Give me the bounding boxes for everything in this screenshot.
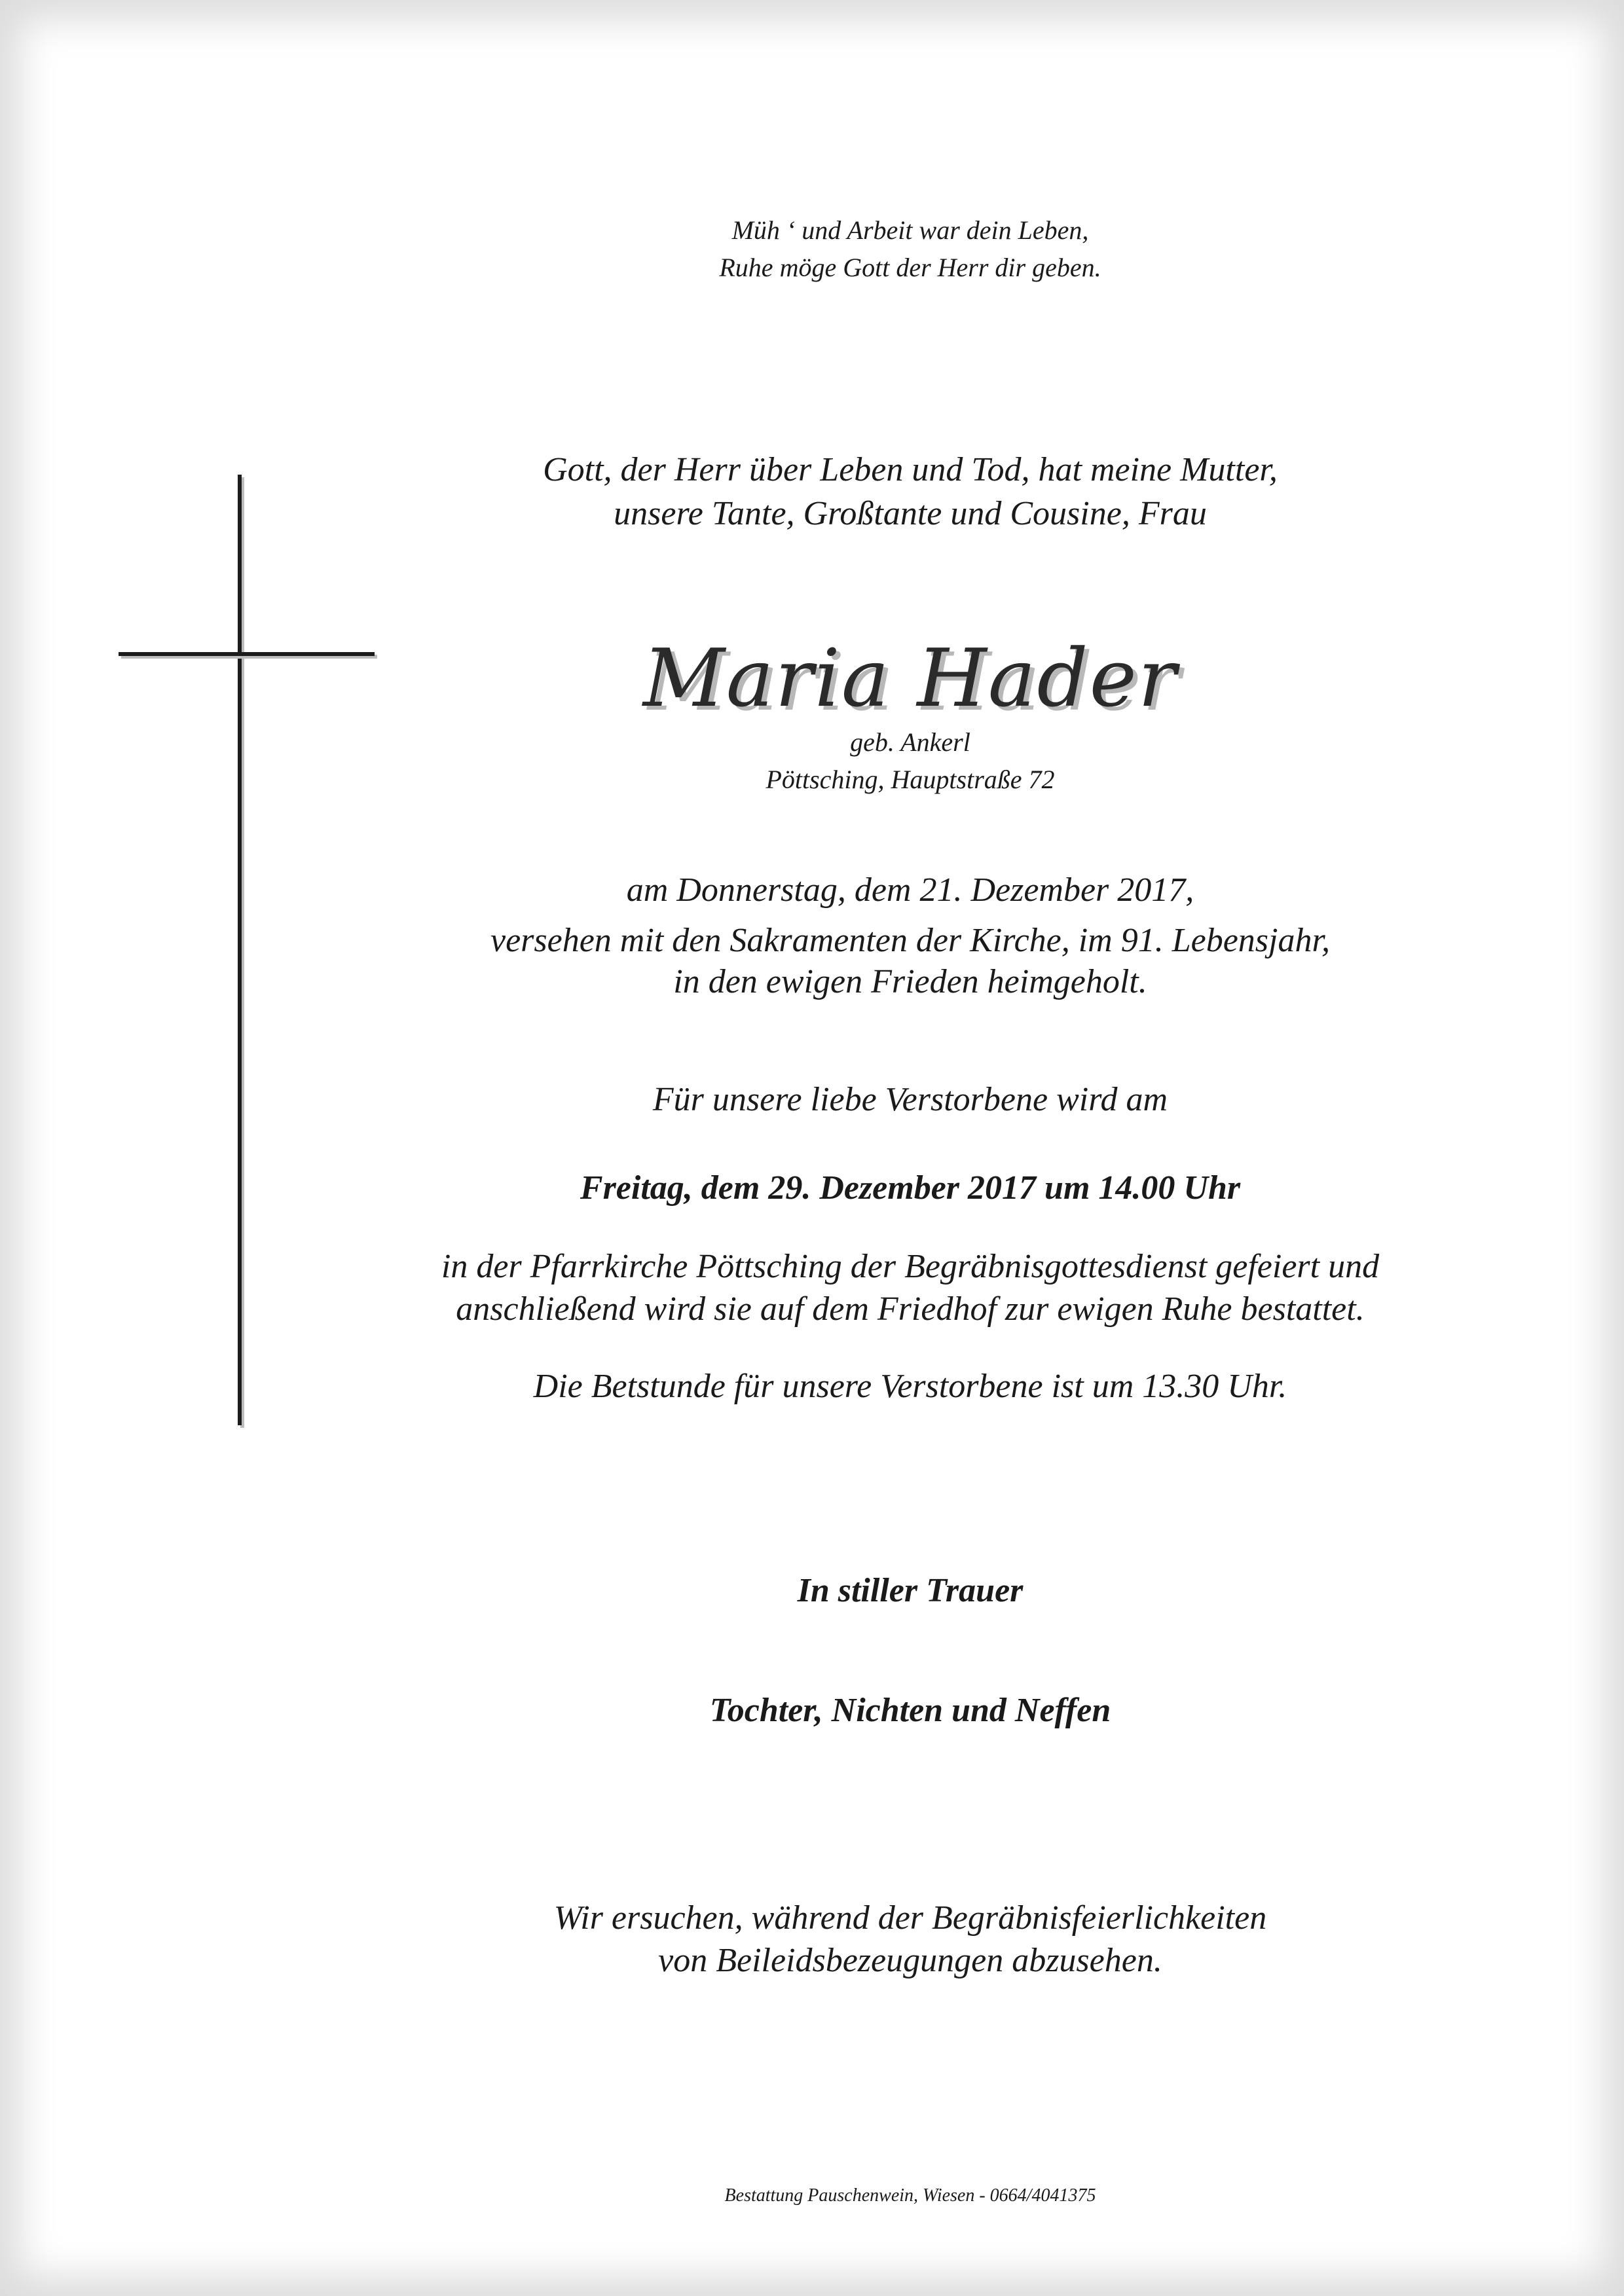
- intro-line-2: unsere Tante, Großtante und Cousine, Frau: [614, 495, 1207, 532]
- undertaker-footer: Bestattung Pauschenwein, Wiesen - 0664/4041375: [724, 2185, 1096, 2206]
- death-line-3: in den ewigen Frieden heimgeholt.: [673, 963, 1147, 1000]
- funeral-date: Freitag, dem 29. Dezember 2017 um 14.00 Uhr: [580, 1169, 1241, 1207]
- request-line-2: von Beileidsbezeugungen abzusehen.: [658, 1942, 1162, 1979]
- address: Pöttsching, Hauptstraße 72: [766, 765, 1055, 794]
- intro-line-1: Gott, der Herr über Leben und Tod, hat meine Mutter,: [543, 451, 1278, 488]
- mourners-heading: In stiller Trauer: [797, 1572, 1024, 1609]
- birth-name: geb. Ankerl: [850, 727, 970, 757]
- prayer-time: Die Betstunde für unsere Verstorbene ist um 13.30 Uhr.: [533, 1368, 1287, 1405]
- death-line-2: versehen mit den Sakramenten der Kirche, im 91. Lebensjahr,: [490, 922, 1330, 959]
- request-line-1: Wir ersuchen, während der Begräbnisfeierlichkeiten: [553, 1899, 1267, 1937]
- deceased-name: Maria Hader: [642, 632, 1178, 725]
- funeral-line-1: in der Pfarrkirche Pöttsching der Begräbnisgottesdienst gefeiert und: [441, 1248, 1380, 1285]
- motto-line-1: Müh ‘ und Arbeit war dein Leben,: [731, 215, 1089, 245]
- mourners-names: Tochter, Nichten und Neffen: [709, 1692, 1111, 1729]
- funeral-line-2: anschließend wird sie auf dem Friedhof zur ewigen Ruhe bestattet.: [456, 1290, 1365, 1328]
- motto-line-2: Ruhe möge Gott der Herr dir geben.: [719, 253, 1101, 282]
- death-line-1: am Donnerstag, dem 21. Dezember 2017,: [626, 871, 1194, 909]
- funeral-intro: Für unsere liebe Verstorbene wird am: [652, 1081, 1168, 1118]
